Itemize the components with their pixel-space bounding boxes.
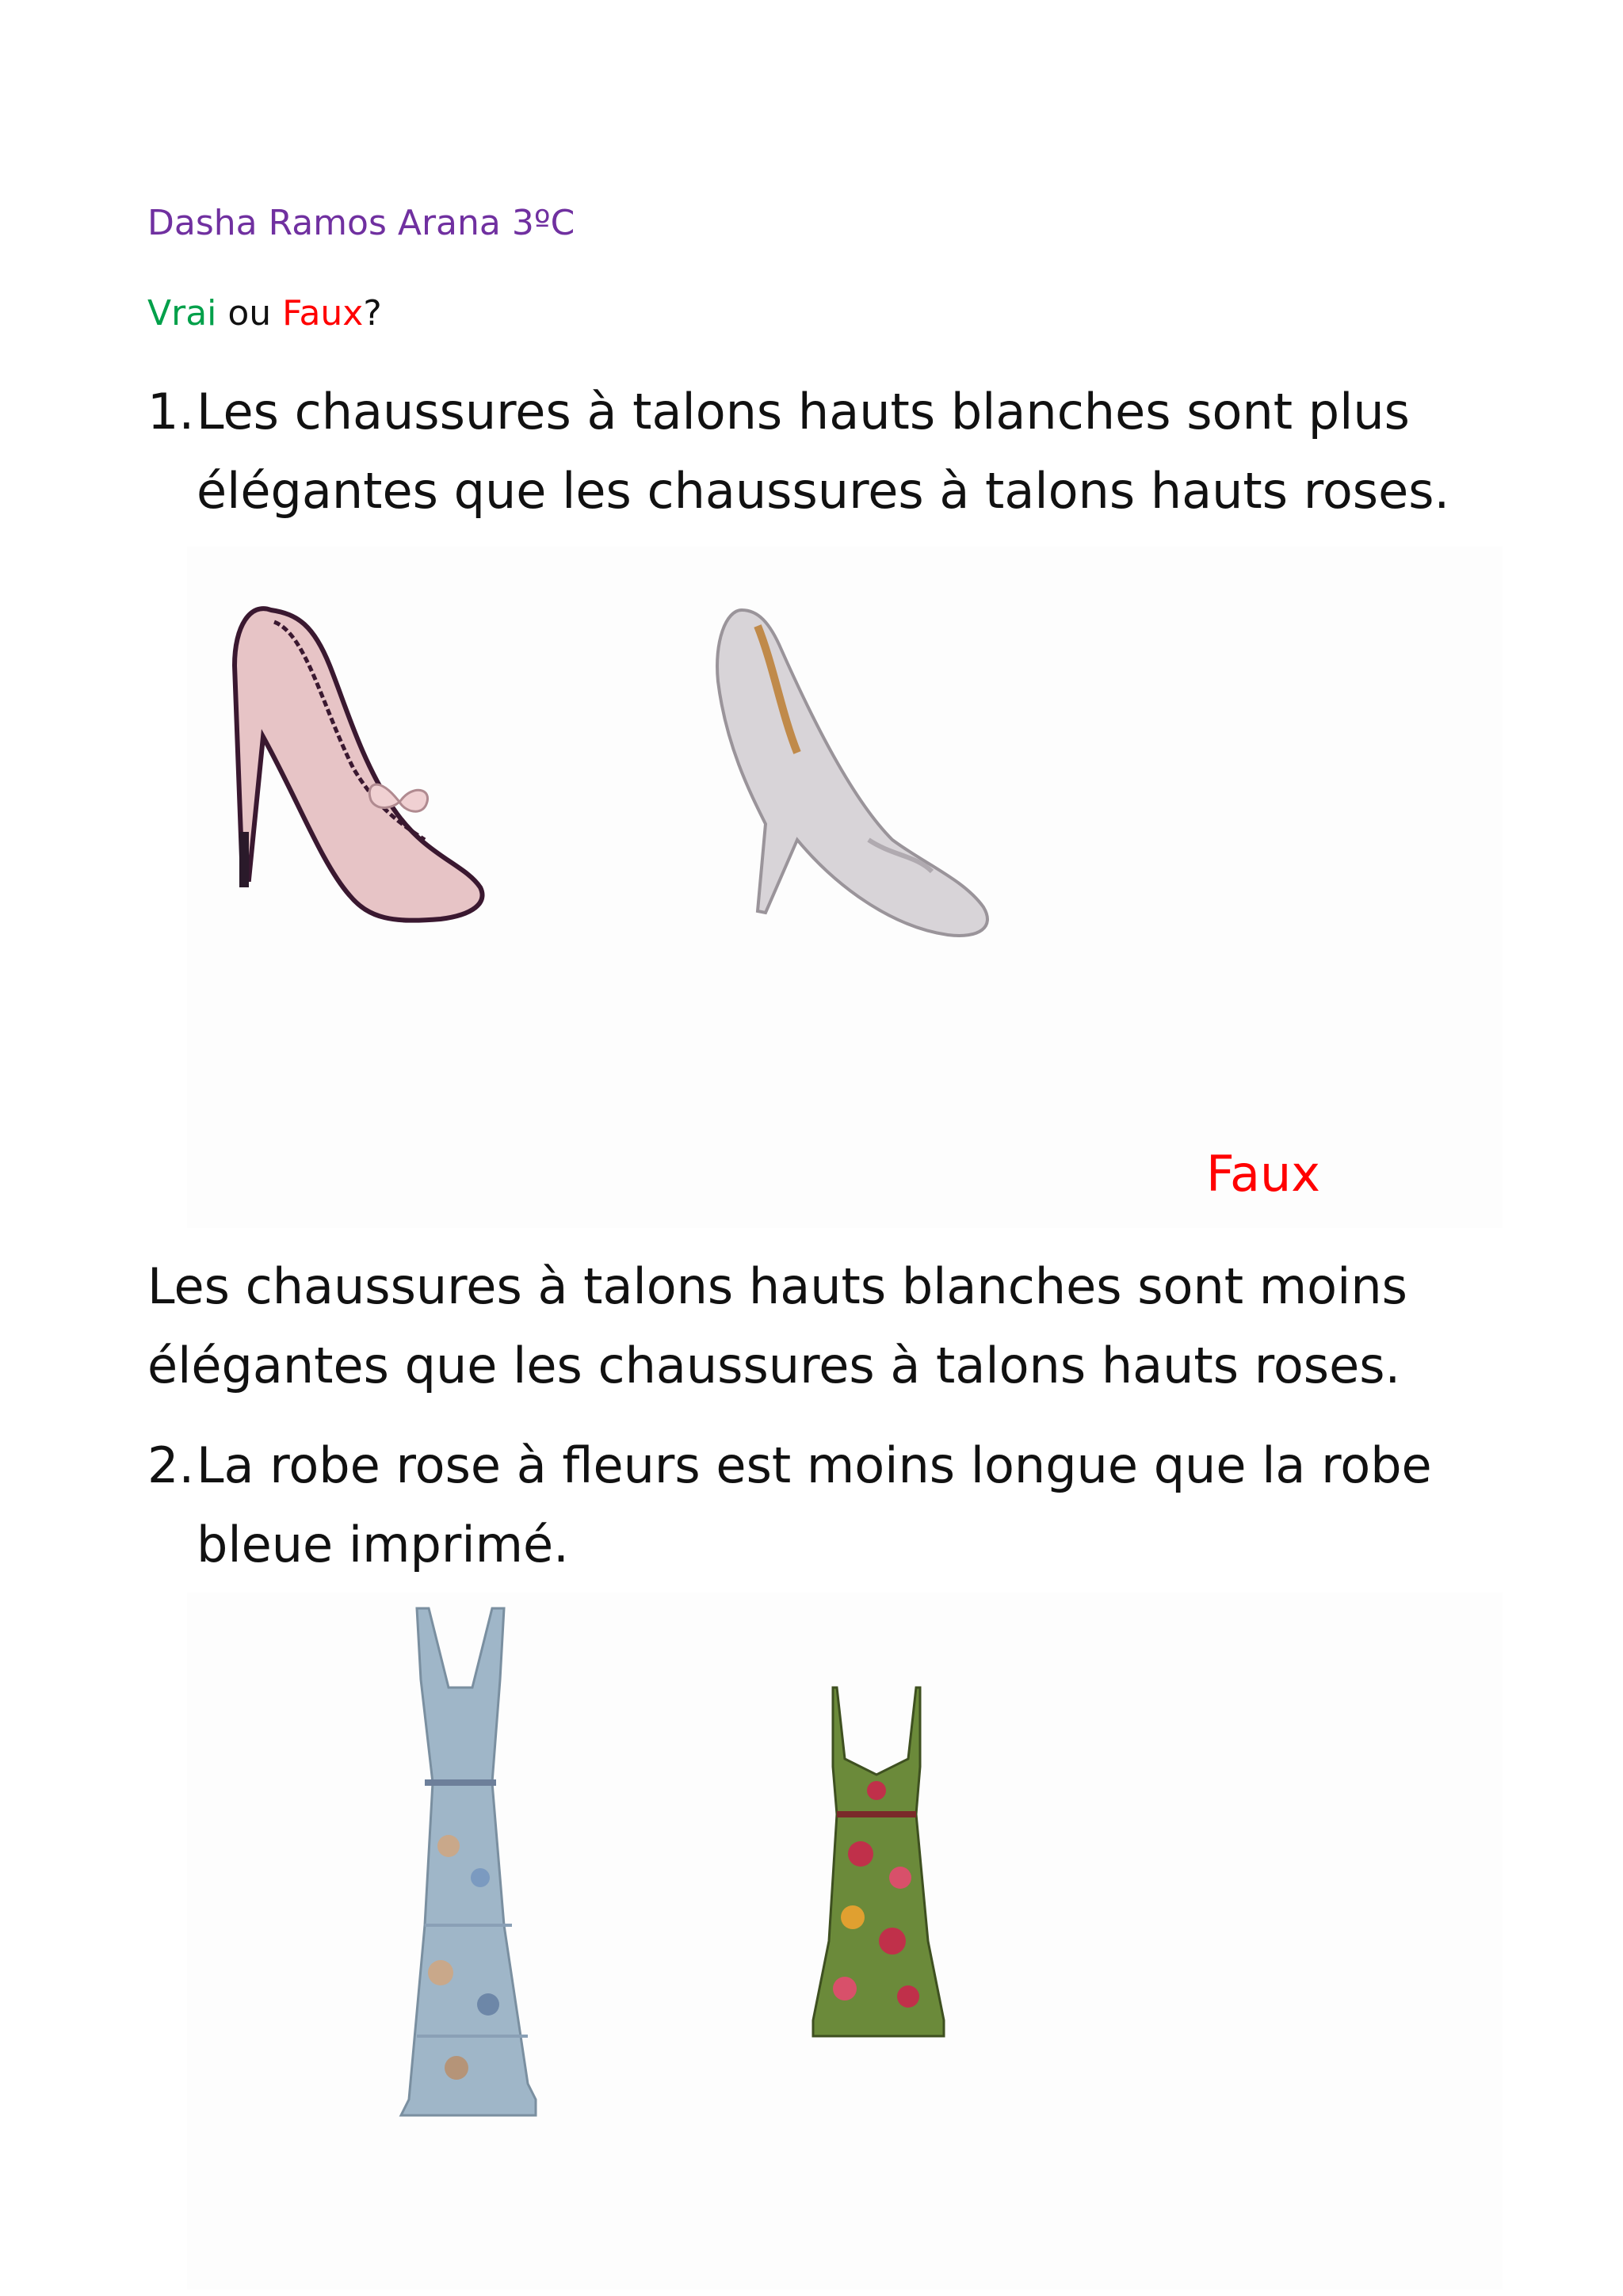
pink-high-heel-image xyxy=(235,608,483,921)
question-1 xyxy=(147,372,1510,531)
vrai-label: Vrai xyxy=(147,293,217,334)
question-mark: ? xyxy=(363,293,382,334)
question-1-number: 1. xyxy=(147,383,195,441)
answer-label: Faux xyxy=(1206,1145,1320,1203)
true-false-prompt xyxy=(147,292,382,336)
correction-statement: Les chaussures à talons hauts blanches sont moins élégantes que les chaussures à talons hauts roses. xyxy=(147,1257,1407,1394)
question-1-text: Les chaussures à talons hauts blanches sont plus élégantes que les chaussures à talons hauts roses. xyxy=(197,383,1450,520)
question-2-number: 2. xyxy=(147,1436,195,1494)
shoes-image-panel xyxy=(187,547,1503,1228)
pink-floral-dress-image xyxy=(813,1688,944,2036)
ou-label: ou xyxy=(216,293,283,334)
faux-label: Faux xyxy=(282,293,364,334)
author-name: Dasha Ramos Arana 3ºC xyxy=(147,203,575,243)
white-high-heel-image xyxy=(717,610,987,936)
question-2 xyxy=(147,1426,1510,1585)
blue-printed-dress-image xyxy=(401,1608,536,2115)
dresses-image-panel xyxy=(187,1592,1503,2290)
question-2-text: La robe rose à fleurs est moins longue que la robe bleue imprimé. xyxy=(197,1436,1432,1573)
